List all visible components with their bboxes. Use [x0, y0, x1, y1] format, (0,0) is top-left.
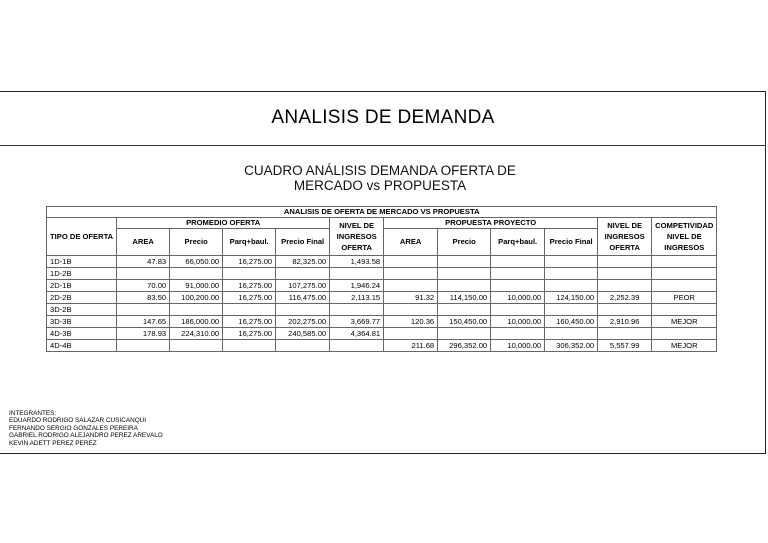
subtitle-line-2: MERCADO vs PROPUESTA	[293, 178, 467, 193]
table-row	[47, 340, 717, 352]
table-cell	[491, 304, 545, 316]
table-cell: PEOR	[652, 292, 717, 304]
table-cell: 107,275.00	[276, 280, 330, 292]
table-cell: 224,310.00	[170, 328, 223, 340]
table-cell	[491, 256, 545, 268]
table-cell: 100,200.00	[170, 292, 223, 304]
subtitle-line-1: CUADRO ANÁLISIS DEMANDA OFERTA DE	[244, 163, 516, 178]
table-cell: 211.68	[384, 340, 438, 352]
table-cell	[545, 304, 598, 316]
table-row	[47, 304, 717, 316]
table-cell: 47.83	[117, 256, 170, 268]
table-cell: 16,275.00	[223, 292, 276, 304]
table-cell	[545, 256, 598, 268]
demand-table	[46, 206, 717, 352]
table-cell	[384, 328, 438, 340]
table-cell: 1D-1B	[47, 256, 117, 268]
table-cell	[384, 280, 438, 292]
team-members	[9, 410, 163, 447]
table-cell	[598, 256, 652, 268]
table-cell	[384, 304, 438, 316]
table-cell	[545, 280, 598, 292]
table-row	[47, 328, 717, 340]
header-parq-baul: Parq+baul.	[223, 229, 276, 256]
table-cell	[652, 304, 717, 316]
table-cell	[438, 328, 491, 340]
table-cell	[652, 256, 717, 268]
table-cell	[170, 340, 223, 352]
table-cell: 10,000.00	[491, 292, 545, 304]
table-cell	[330, 268, 384, 280]
table-cell	[384, 256, 438, 268]
header-precio-final-propuesta: Precio Final	[545, 229, 598, 256]
page-title: ANALISIS DE DEMANDA	[271, 107, 495, 128]
table-cell: 202,275.00	[276, 316, 330, 328]
table-cell: 16,275.00	[223, 316, 276, 328]
table-cell: 150,450.00	[438, 316, 491, 328]
table-cell: 3,669.77	[330, 316, 384, 328]
table-cell	[330, 304, 384, 316]
table-cell	[438, 268, 491, 280]
table-cell: 114,150.00	[438, 292, 491, 304]
table-cell	[276, 304, 330, 316]
header-precio-final: Precio Final	[276, 229, 330, 256]
team-member: GABRIEL RODRIGO ALEJANDRO PEREZ AREVALO	[9, 432, 163, 440]
header-precio: Precio	[170, 229, 223, 256]
table-cell	[598, 268, 652, 280]
table-cell: MEJOR	[652, 340, 717, 352]
table-cell	[598, 280, 652, 292]
table-cell: 5,557.99	[598, 340, 652, 352]
table-cell	[170, 304, 223, 316]
table-cell: 147.65	[117, 316, 170, 328]
table-cell: 4,364.81	[330, 328, 384, 340]
table-cell: 3D-3B	[47, 316, 117, 328]
table-cell: 1D-2B	[47, 268, 117, 280]
table-cell: 91,000.00	[170, 280, 223, 292]
header-competitividad: COMPETIVIDAD NIVEL DE INGRESOS	[652, 218, 717, 256]
table-cell	[170, 268, 223, 280]
table-cell	[545, 268, 598, 280]
table-cell	[117, 268, 170, 280]
table-row	[47, 280, 717, 292]
table-row	[47, 292, 717, 304]
header-propuesta-proyecto: PROPUESTA PROYECTO	[384, 218, 598, 229]
table-cell	[223, 268, 276, 280]
table-cell: 2,113.15	[330, 292, 384, 304]
header-tipo-oferta: TIPO DE OFERTA	[47, 218, 117, 256]
table-cell: 1,946.24	[330, 280, 384, 292]
table-cell: 296,352.00	[438, 340, 491, 352]
table-cell: 124,150.00	[545, 292, 598, 304]
header-area: AREA	[117, 229, 170, 256]
table-cell: 1,493.58	[330, 256, 384, 268]
table-cell: 10,000.00	[491, 340, 545, 352]
table-cell	[598, 328, 652, 340]
header-promedio-oferta: PROMEDIO OFERTA	[117, 218, 330, 229]
table-cell: 4D-3B	[47, 328, 117, 340]
table-cell	[491, 280, 545, 292]
table-cell: 10,000.00	[491, 316, 545, 328]
table-cell	[652, 328, 717, 340]
table-cell	[117, 340, 170, 352]
table-cell	[652, 268, 717, 280]
table-cell: 240,585.00	[276, 328, 330, 340]
table-cell: 160,450.00	[545, 316, 598, 328]
table-cell: 83.50	[117, 292, 170, 304]
table-cell	[276, 340, 330, 352]
table-cell	[117, 304, 170, 316]
table-cell: 2D-1B	[47, 280, 117, 292]
table-cell: 306,352.00	[545, 340, 598, 352]
table-cell	[276, 268, 330, 280]
table-cell: 82,325.00	[276, 256, 330, 268]
header-nivel-ingresos: NIVEL DE INGRESOS OFERTA	[330, 218, 384, 256]
table-cell	[491, 328, 545, 340]
table-cell	[330, 340, 384, 352]
table-cell: 3D-2B	[47, 304, 117, 316]
table-cell	[438, 256, 491, 268]
table-cell	[438, 280, 491, 292]
team-member: KEVIN ADETT PEREZ PEREZ	[9, 439, 97, 447]
table-caption: ANALISIS DE OFERTA DE MERCADO VS PROPUESTA	[47, 207, 717, 218]
team-heading: INTEGRANTES:	[9, 410, 57, 417]
table-cell: 16,275.00	[223, 256, 276, 268]
table-cell	[491, 268, 545, 280]
table-cell: MEJOR	[652, 316, 717, 328]
table-cell	[652, 280, 717, 292]
table-cell	[545, 328, 598, 340]
table-cell: 2,252.39	[598, 292, 652, 304]
table-cell: 91.32	[384, 292, 438, 304]
table-subtitle	[230, 163, 530, 193]
table-cell	[223, 340, 276, 352]
table-cell	[384, 268, 438, 280]
table-cell: 120.36	[384, 316, 438, 328]
table-cell: 2,910.96	[598, 316, 652, 328]
table-cell: 2D-2B	[47, 292, 117, 304]
header-parq-baul-propuesta: Parq+baul.	[491, 229, 545, 256]
table-cell	[438, 304, 491, 316]
table-row	[47, 268, 717, 280]
table-cell	[223, 304, 276, 316]
table-cell: 16,275.00	[223, 328, 276, 340]
table-row	[47, 316, 717, 328]
team-member: FERNANDO SERGIO GONZALES PEREIRA	[9, 424, 138, 432]
table-cell: 4D-4B	[47, 340, 117, 352]
table-row	[47, 256, 717, 268]
header-area-propuesta: AREA	[384, 229, 438, 256]
table-cell: 186,000.00	[170, 316, 223, 328]
table-cell: 70.00	[117, 280, 170, 292]
table-cell	[598, 304, 652, 316]
header-nivel-ingresos-propuesta: NIVEL DE INGRESOS OFERTA	[598, 218, 652, 256]
header-precio-propuesta: Precio	[438, 229, 491, 256]
team-member: EDUARDO RODRIGO SALAZAR CUSICANQUI	[9, 417, 147, 425]
table-cell: 16,275.00	[223, 280, 276, 292]
table-cell: 116,475.00	[276, 292, 330, 304]
table-cell: 178.93	[117, 328, 170, 340]
table-cell: 66,050.00	[170, 256, 223, 268]
